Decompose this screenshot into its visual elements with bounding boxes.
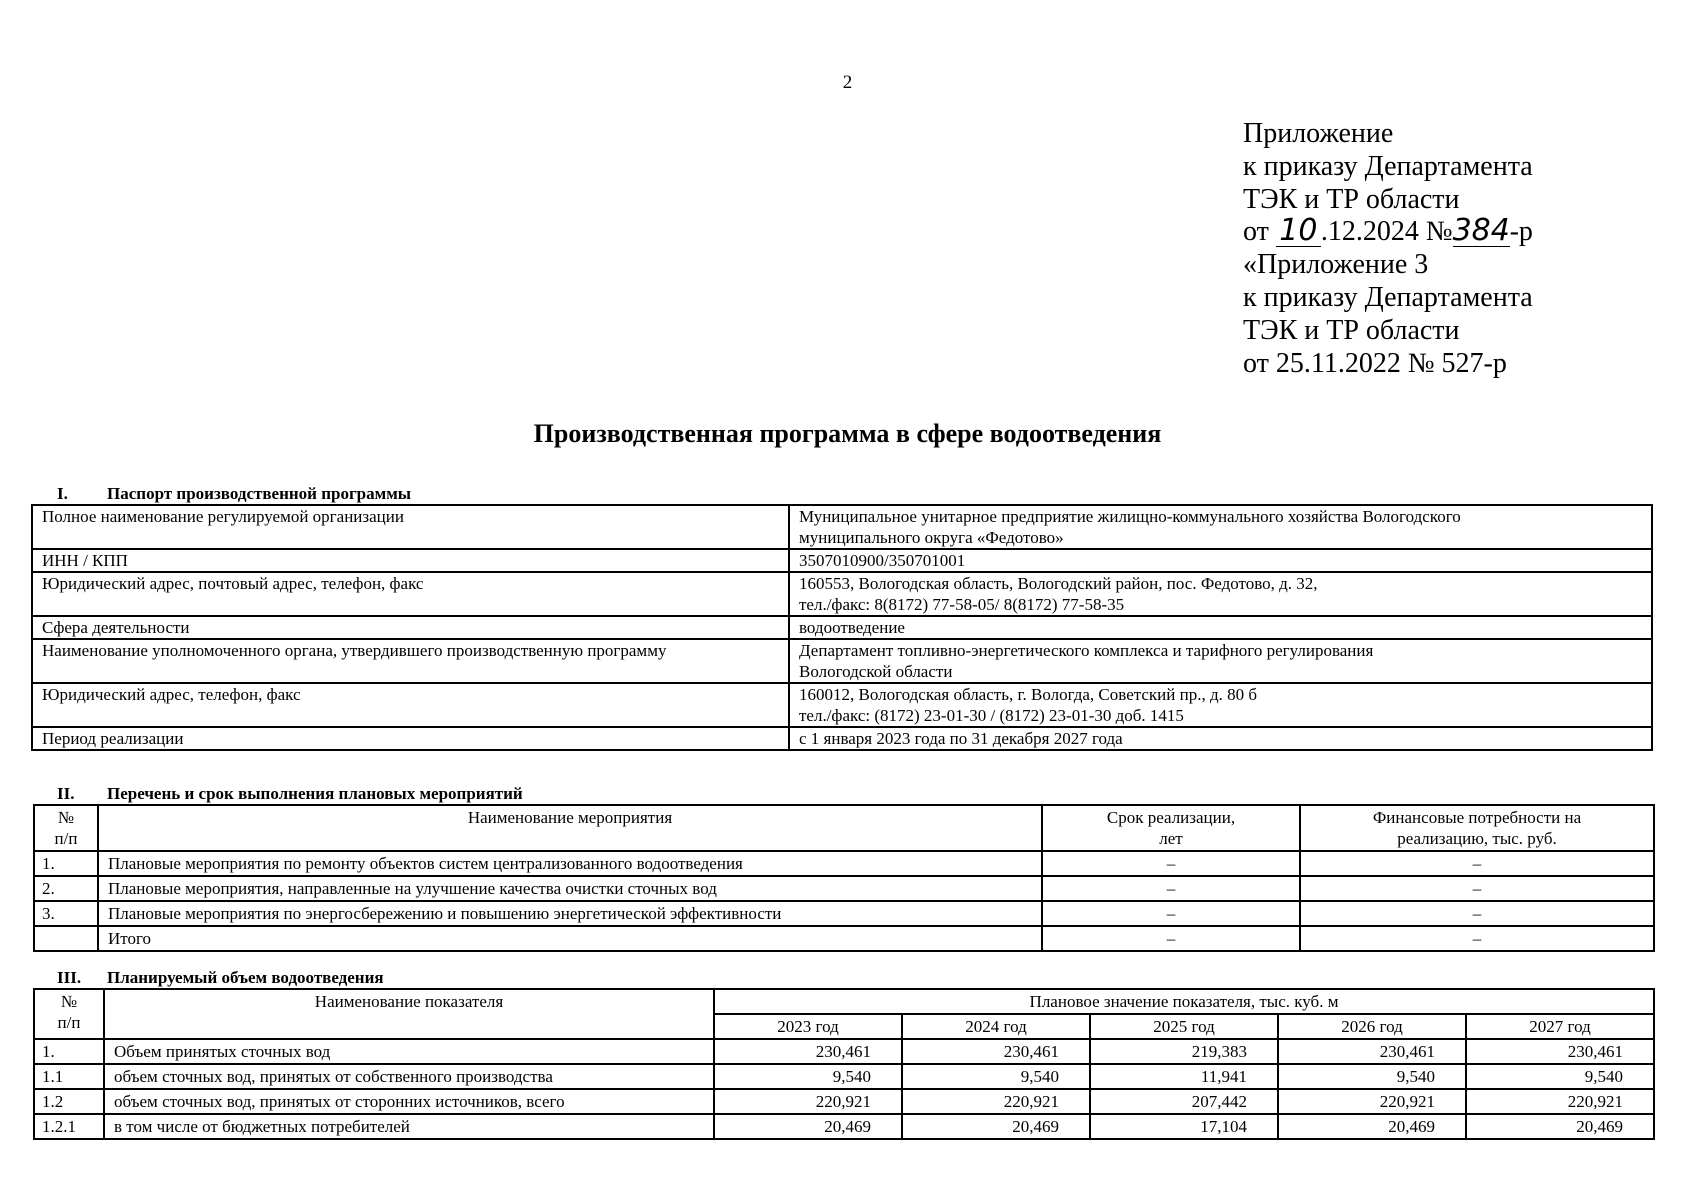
header-planned-value: Плановое значение показателя, тыс. куб. м xyxy=(714,989,1654,1014)
measure-name: Плановые мероприятия по ремонту объектов систем централизованного водоотведения xyxy=(98,851,1042,876)
value-cell: 220,921 xyxy=(714,1089,902,1114)
table-row xyxy=(32,727,1652,750)
handwritten-order-number: 384 xyxy=(1452,213,1510,249)
value-cell: 230,461 xyxy=(1466,1039,1654,1064)
appendix-line: от 25.11.2022 № 527-р xyxy=(1243,347,1507,379)
section-number: II. xyxy=(57,784,75,803)
value-cell: 219,383 xyxy=(1090,1039,1278,1064)
row-num: 2. xyxy=(34,876,98,901)
appendix-line: Приложение xyxy=(1243,118,1394,149)
indicator-name: в том числе от бюджетных потребителей xyxy=(104,1114,714,1139)
measures-table xyxy=(33,804,1655,952)
measure-name: Плановые мероприятия, направленные на улучшение качества очистки сточных вод xyxy=(98,876,1042,901)
value-cell: 17,104 xyxy=(1090,1114,1278,1139)
passport-label: Период реализации xyxy=(32,727,789,750)
indicator-name: объем сточных вод, принятых от сторонних источников, всего xyxy=(104,1089,714,1114)
table-row xyxy=(34,901,1654,926)
document-title: Производственная программа в сфере водоотведения xyxy=(533,419,1162,448)
measure-finance: – xyxy=(1300,876,1654,901)
section-2-heading xyxy=(57,784,523,804)
appendix-order-line xyxy=(1243,213,1533,249)
row-num: 1. xyxy=(34,1039,104,1064)
passport-value: 160553, Вологодская область, Вологодский район, пос. Федотово, д. 32, тел./факс: 8(8172) 77-58-05/ 8(8172) 77-58-35 xyxy=(789,572,1652,616)
order-date-middle: .12.2024 № xyxy=(1320,216,1453,248)
appendix-line: ТЭК и ТР области xyxy=(1243,314,1460,346)
value-cell: 220,921 xyxy=(1278,1089,1466,1114)
value-cell: 20,469 xyxy=(1466,1114,1654,1139)
table-row xyxy=(34,1064,1654,1089)
passport-value: 3507010900/350701001 xyxy=(789,549,1652,572)
table-row xyxy=(32,572,1652,616)
appendix-line: ТЭК и ТР области xyxy=(1243,183,1460,215)
value-cell: 220,921 xyxy=(902,1089,1090,1114)
indicator-name: объем сточных вод, принятых от собственного производства xyxy=(104,1064,714,1089)
row-num: 1.1 xyxy=(34,1064,104,1089)
table-row xyxy=(34,1089,1654,1114)
volume-table xyxy=(33,988,1655,1140)
table-total-row xyxy=(34,926,1654,951)
passport-label: Юридический адрес, телефон, факс xyxy=(32,683,789,727)
measure-term: – xyxy=(1042,926,1300,951)
measure-term: – xyxy=(1042,901,1300,926)
measure-term: – xyxy=(1042,876,1300,901)
row-num xyxy=(34,926,98,951)
value-cell: 9,540 xyxy=(714,1064,902,1089)
header-year: 2025 год xyxy=(1090,1014,1278,1039)
section-number: III. xyxy=(57,968,82,987)
value-cell: 9,540 xyxy=(902,1064,1090,1089)
header-year: 2026 год xyxy=(1278,1014,1466,1039)
measure-name: Итого xyxy=(98,926,1042,951)
measure-term: – xyxy=(1042,851,1300,876)
value-cell: 20,469 xyxy=(714,1114,902,1139)
header-indicator-name: Наименование показателя xyxy=(104,989,714,1039)
measure-finance: – xyxy=(1300,851,1654,876)
header-year: 2027 год xyxy=(1466,1014,1654,1039)
passport-label: Сфера деятельности xyxy=(32,616,789,639)
section-title: Планируемый объем водоотведения xyxy=(107,968,384,987)
order-suffix: -р xyxy=(1509,216,1533,248)
handwritten-day: 10 xyxy=(1276,216,1321,247)
value-cell: 20,469 xyxy=(1278,1114,1466,1139)
passport-label: ИНН / КПП xyxy=(32,549,789,572)
section-1-heading xyxy=(57,484,411,504)
value-cell: 207,442 xyxy=(1090,1089,1278,1114)
value-cell: 230,461 xyxy=(714,1039,902,1064)
passport-value: 160012, Вологодская область, г. Вологда, Советский пр., д. 80 б тел./факс: (8172) 23-01-30 / (8172) 23-01-30 доб. 1415 xyxy=(789,683,1652,727)
value-cell: 11,941 xyxy=(1090,1064,1278,1089)
section-title: Перечень и срок выполнения плановых мероприятий xyxy=(107,784,523,803)
order-date-prefix: от xyxy=(1243,216,1269,248)
passport-label: Юридический адрес, почтовый адрес, телефон, факс xyxy=(32,572,789,616)
passport-value: водоотведение xyxy=(789,616,1652,639)
value-cell: 20,469 xyxy=(902,1114,1090,1139)
passport-label: Полное наименование регулируемой организации xyxy=(32,505,789,549)
row-num: 1.2.1 xyxy=(34,1114,104,1139)
appendix-line: «Приложение 3 xyxy=(1243,249,1429,281)
measure-name: Плановые мероприятия по энергосбережению и повышению энергетической эффективности xyxy=(98,901,1042,926)
header-num: № п/п xyxy=(34,989,104,1039)
header-num: № п/п xyxy=(34,805,98,851)
appendix-block xyxy=(1243,118,1533,380)
measure-finance: – xyxy=(1300,901,1654,926)
table-row xyxy=(32,616,1652,639)
row-num: 3. xyxy=(34,901,98,926)
page-number: 2 xyxy=(842,72,853,93)
passport-table xyxy=(31,504,1653,751)
section-3-heading xyxy=(57,968,384,988)
table-row xyxy=(34,1039,1654,1064)
value-cell: 220,921 xyxy=(1466,1089,1654,1114)
passport-value: Муниципальное унитарное предприятие жилищно-коммунального хозяйства Вологодского муниципального округа «Федотово» xyxy=(789,505,1652,549)
passport-value: Департамент топливно-энергетического комплекса и тарифного регулирования Вологодской области xyxy=(789,639,1652,683)
row-num: 1. xyxy=(34,851,98,876)
header-year: 2023 год xyxy=(714,1014,902,1039)
table-row xyxy=(32,505,1652,549)
value-cell: 9,540 xyxy=(1466,1064,1654,1089)
table-row xyxy=(32,683,1652,727)
value-cell: 230,461 xyxy=(902,1039,1090,1064)
table-header-row xyxy=(34,989,1654,1014)
header-year: 2024 год xyxy=(902,1014,1090,1039)
row-num: 1.2 xyxy=(34,1089,104,1114)
value-cell: 230,461 xyxy=(1278,1039,1466,1064)
passport-value: с 1 января 2023 года по 31 декабря 2027 года xyxy=(789,727,1652,750)
indicator-name: Объем принятых сточных вод xyxy=(104,1039,714,1064)
section-number: I. xyxy=(57,484,68,503)
table-row xyxy=(34,876,1654,901)
table-row xyxy=(32,639,1652,683)
measure-finance: – xyxy=(1300,926,1654,951)
table-header-row xyxy=(34,805,1654,851)
appendix-line: к приказу Департамента xyxy=(1243,281,1533,313)
header-term: Срок реализации, лет xyxy=(1042,805,1300,851)
section-title: Паспорт производственной программы xyxy=(107,484,412,503)
value-cell: 9,540 xyxy=(1278,1064,1466,1089)
table-row xyxy=(32,549,1652,572)
header-finance: Финансовые потребности на реализацию, тыс. руб. xyxy=(1300,805,1654,851)
table-row xyxy=(34,1114,1654,1139)
header-measure-name: Наименование мероприятия xyxy=(98,805,1042,851)
appendix-line: к приказу Департамента xyxy=(1243,150,1533,182)
table-row xyxy=(34,851,1654,876)
passport-label: Наименование уполномоченного органа, утвердившего производственную программу xyxy=(32,639,789,683)
